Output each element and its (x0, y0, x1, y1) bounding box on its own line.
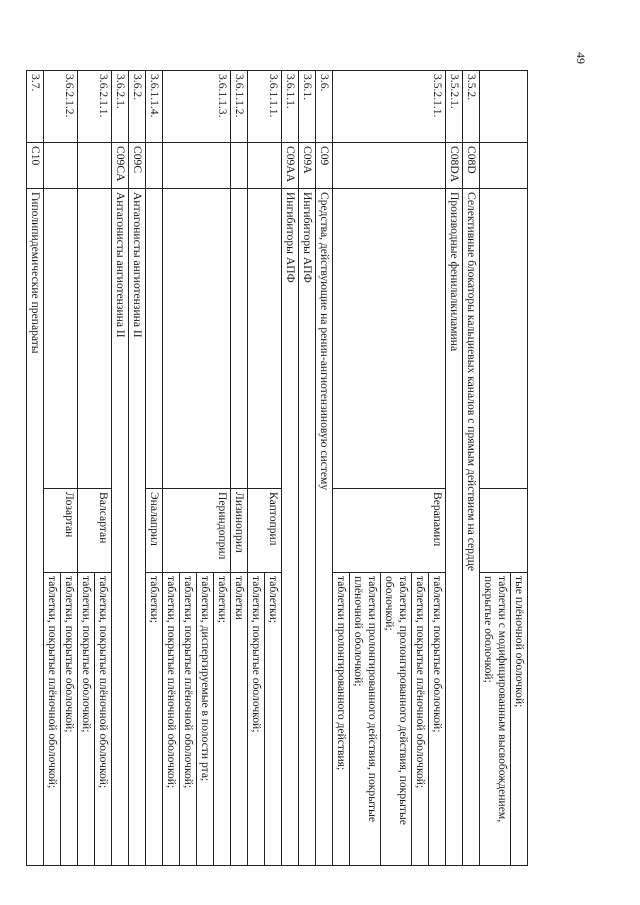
group-name-cell: Производные фенилалкиламина (446, 189, 463, 866)
table-row (163, 71, 180, 866)
dosage-form-cell: таблетки, пролонгированного действия, покрытые оболочкой; (381, 573, 412, 866)
group-name-cell (146, 189, 163, 489)
group-name-cell: Антагонисты ангиотензина II (112, 189, 129, 866)
atc-code-cell: C10 (27, 143, 44, 189)
dosage-form-cell: таблетки, покрытые плёночной оболочкой; (44, 573, 61, 866)
group-name-cell (350, 189, 381, 489)
dosage-form-cell: таблетки; (146, 573, 163, 866)
section-code-cell: 3.6.1.1.3. (214, 71, 231, 143)
dosage-form-cell: таблетки; (214, 573, 231, 866)
section-code-cell: 3.5.2.1.1. (429, 71, 446, 143)
group-name-cell (231, 189, 248, 489)
drug-name-cell (44, 489, 61, 573)
drug-name-cell: Каптоприл (265, 489, 282, 573)
dosage-form-cell: таблетки, диспергируемые в полости рта; (197, 573, 214, 866)
atc-code-cell (265, 143, 282, 189)
drug-name-cell: Валсартан (95, 489, 112, 573)
drug-table-body (27, 71, 528, 866)
table-row (231, 71, 248, 866)
drug-name-cell (412, 489, 429, 573)
section-code-cell (511, 71, 528, 143)
table-row (381, 71, 412, 866)
dosage-form-cell: таблетки пролонгированного действия; (333, 573, 350, 866)
section-code-cell: 3.6.2.1. (112, 71, 129, 143)
page-number: 49 (574, 52, 588, 64)
section-code-cell (180, 71, 197, 143)
section-code-cell: 3.5.2.1. (446, 71, 463, 143)
table-row (248, 71, 265, 866)
table-row (333, 71, 350, 866)
drug-name-cell (350, 489, 381, 573)
group-name-cell: Ингибиторы АПФ (282, 189, 299, 866)
drug-name-cell: Лизиноприл (231, 489, 248, 573)
atc-code-cell: C09 (316, 143, 333, 189)
section-code-cell (248, 71, 265, 143)
drug-table (26, 70, 528, 866)
dosage-form-cell: таблетки, покрытые оболочкой; (78, 573, 95, 866)
table-row (412, 71, 429, 866)
group-name-cell (480, 189, 511, 489)
dosage-form-cell: таблетки, покрытые оболочкой; (429, 573, 446, 866)
atc-code-cell (480, 143, 511, 189)
table-row (350, 71, 381, 866)
table-row (463, 71, 480, 866)
section-code-cell (44, 71, 61, 143)
rotated-page-content (29, 70, 528, 865)
table-row (299, 71, 316, 866)
dosage-form-cell: тые плёночной оболочкой; (511, 573, 528, 866)
table-row (480, 71, 511, 866)
dosage-form-cell: таблетки с модифицированным высвобождением, покрытые оболочкой; (480, 573, 511, 866)
group-name-cell (511, 189, 528, 489)
drug-name-cell (78, 489, 95, 573)
group-name-cell (333, 189, 350, 489)
table-row (61, 71, 78, 866)
group-name-cell: Селективные блокаторы кальциевых каналов с прямым действием на сердце (463, 189, 480, 866)
atc-code-cell (146, 143, 163, 189)
drug-name-cell (180, 489, 197, 573)
section-code-cell: 3.6.2. (129, 71, 146, 143)
group-name-cell: Гиполипидемические препараты (27, 189, 44, 866)
group-name-cell (381, 189, 412, 489)
section-code-cell: 3.6.1.1.4. (146, 71, 163, 143)
drug-name-cell (197, 489, 214, 573)
drug-name-cell (333, 489, 350, 573)
drug-name-cell (381, 489, 412, 573)
drug-name-cell: Верапамил (429, 489, 446, 573)
dosage-form-cell: таблетки, покрытые плёночной оболочкой; (412, 573, 429, 866)
atc-code-cell (61, 143, 78, 189)
drug-name-cell (248, 489, 265, 573)
section-code-cell: 3.6.1.1. (282, 71, 299, 143)
group-name-cell (429, 189, 446, 489)
drug-name-cell (163, 489, 180, 573)
dosage-form-cell: таблетки пролонгированного действия, покрытые плёночной оболочкой; (350, 573, 381, 866)
atc-code-cell (95, 143, 112, 189)
table-row (27, 71, 44, 866)
section-code-cell (197, 71, 214, 143)
section-code-cell: 3.6.1. (299, 71, 316, 143)
section-code-cell (350, 71, 381, 143)
group-name-cell (197, 189, 214, 489)
atc-code-cell: C08D (463, 143, 480, 189)
atc-code-cell (350, 143, 381, 189)
dosage-form-cell: таблетки, покрытые оболочкой; (248, 573, 265, 866)
table-row (511, 71, 528, 866)
drug-name-cell (511, 489, 528, 573)
group-name-cell (163, 189, 180, 489)
section-code-cell: 3.6.1.1.1. (265, 71, 282, 143)
section-code-cell: 3.6.2.1.1. (95, 71, 112, 143)
atc-code-cell (78, 143, 95, 189)
group-name-cell (61, 189, 78, 489)
atc-code-cell: C09AA (282, 143, 299, 189)
atc-code-cell (381, 143, 412, 189)
table-row (146, 71, 163, 866)
section-code-cell: 3.6.2.1.2. (61, 71, 78, 143)
group-name-cell (44, 189, 61, 489)
section-code-cell: 3.5.2. (463, 71, 480, 143)
drug-name-cell: Лозартан (61, 489, 78, 573)
atc-code-cell: C09CA (112, 143, 129, 189)
atc-code-cell (163, 143, 180, 189)
atc-code-cell: C09C (129, 143, 146, 189)
atc-code-cell (214, 143, 231, 189)
dosage-form-cell: таблетки, покрытые плёночной оболочкой; (163, 573, 180, 866)
atc-code-cell (180, 143, 197, 189)
dosage-form-cell: таблетки; (265, 573, 282, 866)
section-code-cell: 3.6.1.1.2. (231, 71, 248, 143)
table-row (78, 71, 95, 866)
group-name-cell (78, 189, 95, 489)
group-name-cell (95, 189, 112, 489)
table-row (44, 71, 61, 866)
atc-code-cell (511, 143, 528, 189)
section-code-cell: 3.7. (27, 71, 44, 143)
atc-code-cell: C09A (299, 143, 316, 189)
atc-code-cell (44, 143, 61, 189)
section-code-cell (333, 71, 350, 143)
group-name-cell (265, 189, 282, 489)
section-code-cell: 3.6. (316, 71, 333, 143)
group-name-cell: Средства, действующие на ренин-ангиотензиновую систему (316, 189, 333, 866)
dosage-form-cell: таблетки (231, 573, 248, 866)
dosage-form-cell: таблетки, покрытые оболочкой; (61, 573, 78, 866)
dosage-form-cell: таблетки, покрытые плёночной оболочкой; (95, 573, 112, 866)
section-code-cell (78, 71, 95, 143)
atc-code-cell (197, 143, 214, 189)
table-row (214, 71, 231, 866)
atc-code-cell: C08DA (446, 143, 463, 189)
section-code-cell (163, 71, 180, 143)
table-row (197, 71, 214, 866)
group-name-cell (412, 189, 429, 489)
atc-code-cell (429, 143, 446, 189)
section-code-cell (412, 71, 429, 143)
group-name-cell (248, 189, 265, 489)
group-name-cell (180, 189, 197, 489)
group-name-cell: Антагонисты ангиотензина II (129, 189, 146, 866)
section-code-cell (480, 71, 511, 143)
atc-code-cell (231, 143, 248, 189)
dosage-form-cell: таблетки, покрытые плёночной оболочкой; (180, 573, 197, 866)
drug-name-cell: Периндоприл (214, 489, 231, 573)
section-code-cell (381, 71, 412, 143)
table-row (316, 71, 333, 866)
table-row (95, 71, 112, 866)
table-row (129, 71, 146, 866)
table-row (282, 71, 299, 866)
drug-name-cell (480, 489, 511, 573)
table-row (265, 71, 282, 866)
table-row (180, 71, 197, 866)
atc-code-cell (333, 143, 350, 189)
drug-name-cell: Эналаприл (146, 489, 163, 573)
group-name-cell: Ингибиторы АПФ (299, 189, 316, 866)
table-row (112, 71, 129, 866)
atc-code-cell (248, 143, 265, 189)
atc-code-cell (412, 143, 429, 189)
table-row (429, 71, 446, 866)
group-name-cell (214, 189, 231, 489)
table-row (446, 71, 463, 866)
